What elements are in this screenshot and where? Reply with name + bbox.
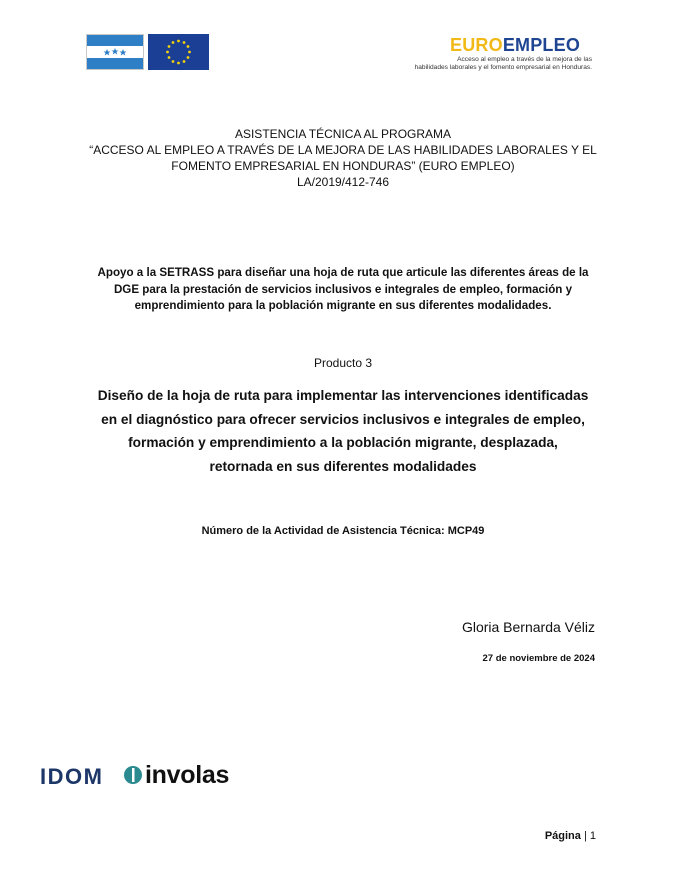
tagline-line-2: habilidades laborales y el fomento empresarial en Honduras. — [414, 63, 592, 71]
idom-logo: IDOM — [40, 764, 104, 789]
euroempleo-logo — [450, 35, 650, 55]
support-line-3: emprendimiento para la población migrante en sus diferentes modalidades. — [134, 299, 552, 312]
design-line-3: formación y emprendimiento a la población migrante, desplazada, — [128, 435, 558, 450]
title-line-2: “ACCESO AL EMPLEO A TRAVÉS DE LA MEJORA DE LAS HABILIDADES LABORALES Y EL — [89, 143, 597, 157]
author-name: Gloria Bernarda Véliz — [461, 619, 595, 635]
brand-euro: EURO — [450, 35, 503, 55]
product-title — [0, 384, 686, 478]
design-line-2: en el diagnóstico para ofrecer servicios inclusivos e integrales de empleo, — [101, 411, 585, 427]
involas-drop-icon — [123, 765, 143, 785]
honduras-flag-logo — [86, 34, 144, 70]
product-label: Producto 3 — [313, 356, 373, 370]
page-number — [520, 830, 596, 842]
design-line-4: retornada en sus diferentes modalidades — [209, 458, 477, 474]
title-line-1: ASISTENCIA TÉCNICA AL PROGRAMA — [234, 127, 452, 141]
brand-tagline — [386, 56, 592, 72]
support-description — [0, 265, 686, 315]
page-separator: | — [583, 830, 587, 842]
page-number-value: 1 — [589, 830, 596, 842]
activity-number: Número de la Actividad de Asistencia Técnica: MCP49 — [201, 525, 485, 537]
title-line-3: FOMENTO EMPRESARIAL EN HONDURAS” (EURO EMPLEO) — [171, 159, 515, 173]
involas-logo: involas — [145, 761, 230, 789]
tagline-line-1: Acceso al empleo a través de la mejora de las — [457, 56, 592, 63]
eu-stars-icon — [148, 34, 209, 70]
brand-empleo: EMPLEO — [502, 35, 581, 55]
design-line-1: Diseño de la hoja de ruta para implementar las intervenciones identificadas — [97, 388, 589, 403]
stars-icon — [87, 46, 143, 58]
page-label: Página — [544, 830, 581, 842]
support-line-2: DGE para la prestación de servicios inclusivos e integrales de empleo, formación y — [113, 282, 573, 296]
title-line-4: LA/2019/412-746 — [296, 175, 390, 189]
eu-flag-logo — [148, 34, 209, 70]
document-date: 27 de noviembre de 2024 — [482, 653, 595, 664]
program-title — [0, 126, 686, 190]
support-line-1: Apoyo a la SETRASS para diseñar una hoja de ruta que articule las diferentes áreas de la — [97, 266, 589, 279]
